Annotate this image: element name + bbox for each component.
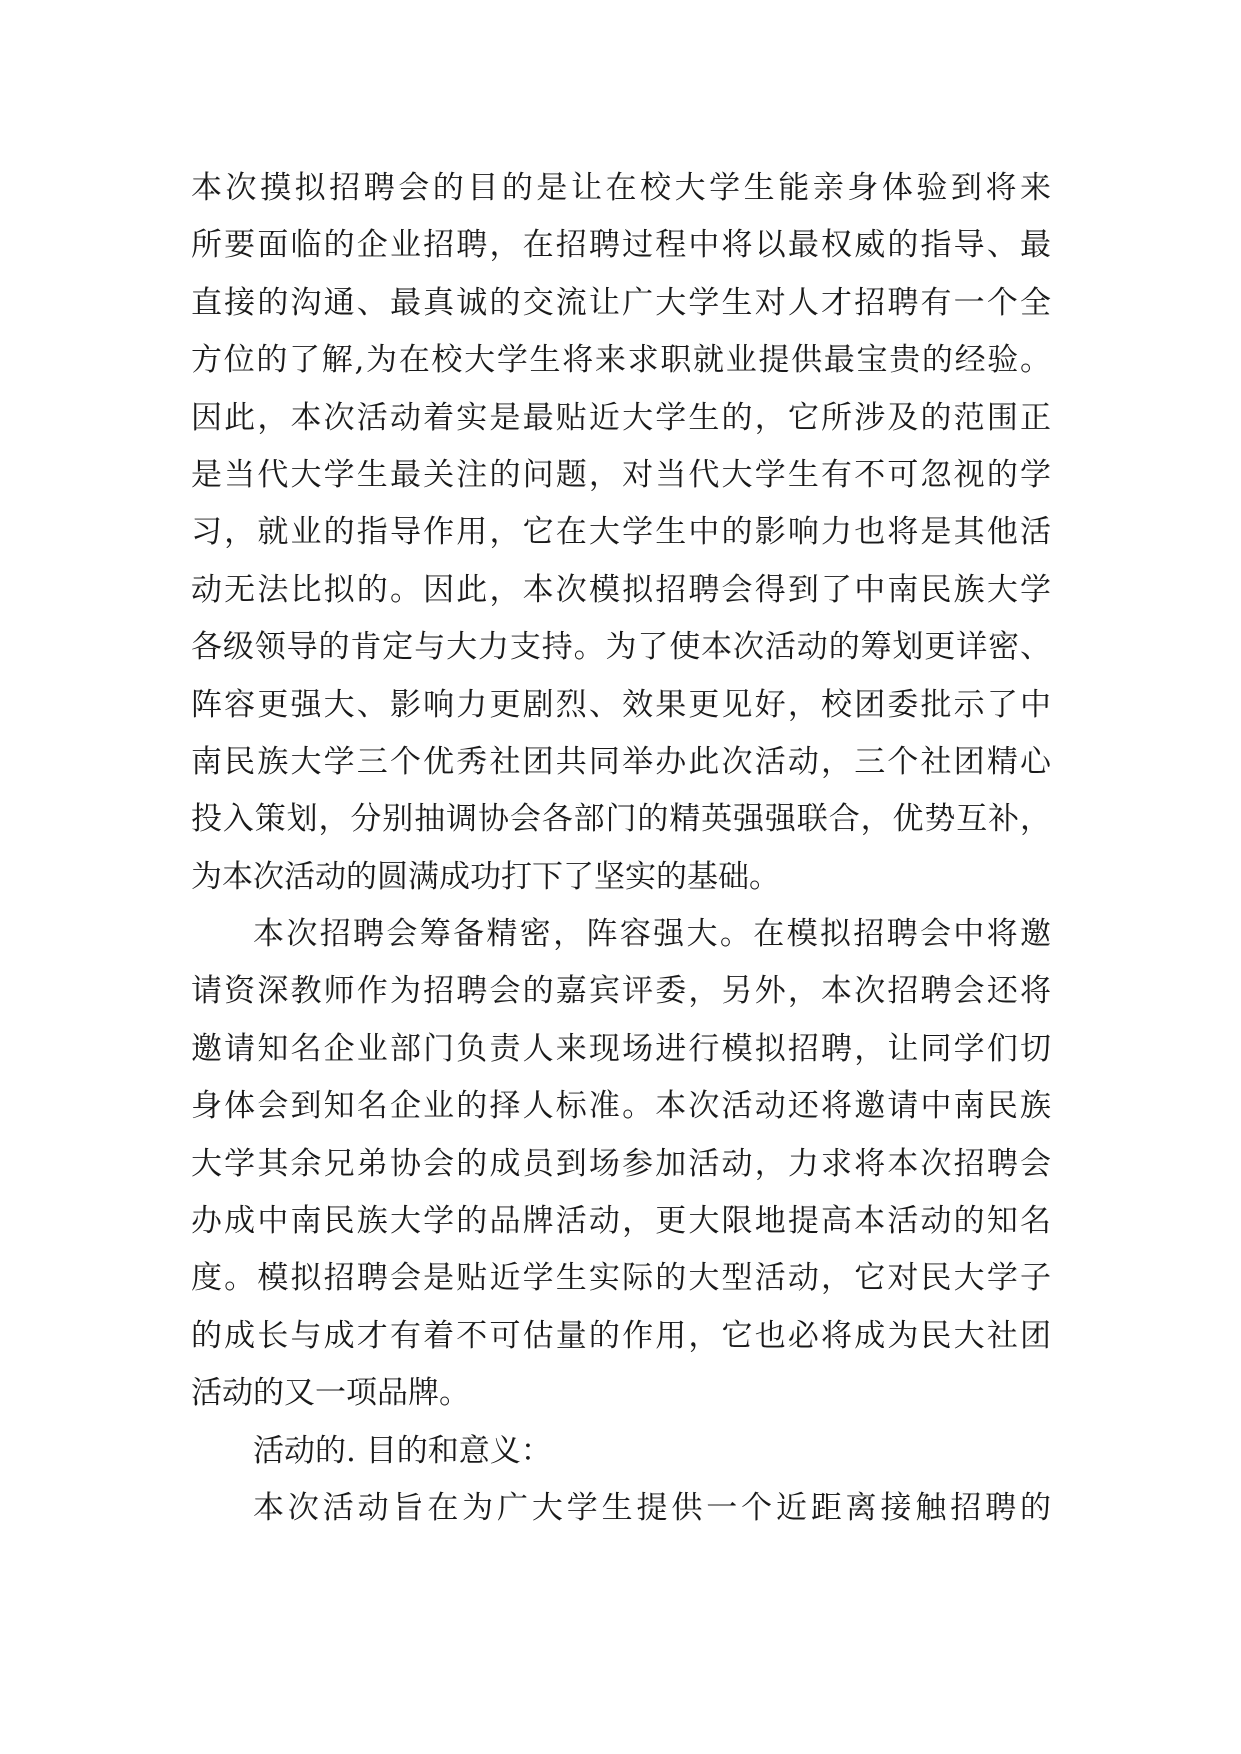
text-line: 本次活动旨在为广大学生提供一个近距离接触招聘的 — [253, 1489, 1051, 1526]
text-line: 是当代大学生最关注的问题，对当代大学生有不可忽视的学 — [191, 456, 1051, 493]
text-line: 本次摸拟招聘会的目的是让在校大学生能亲身体验到将来 — [191, 170, 1051, 206]
text-line: 所要面临的企业招聘，在招聘过程中将以最权威的指导、最 — [191, 227, 1051, 264]
text-line: 动无法比拟的。因此，本次模拟招聘会得到了中南民族大学 — [191, 571, 1051, 608]
text-line: 的成长与成才有着不可估量的作用，它也必将成为民大社团 — [191, 1317, 1051, 1354]
section-heading-purpose-meaning — [191, 1423, 1051, 1480]
section-heading: 活动的. 目的和意义： — [253, 1432, 552, 1469]
text-line: 直接的沟通、最真诚的交流让广大学生对人才招聘有一个全 — [191, 284, 1051, 321]
paragraph-aim — [191, 1480, 1051, 1537]
text-line: 活动的又一项品牌。 — [191, 1375, 470, 1412]
text-line: 投入策划，分别抽调协会各部门的精英强强联合，优势互补， — [191, 801, 1051, 838]
text-line: 请资深教师作为招聘会的嘉宾评委，另外，本次招聘会还将 — [191, 973, 1051, 1010]
text-line: 度。模拟招聘会是贴近学生实际的大型活动，它对民大学子 — [191, 1260, 1051, 1297]
text-line: 为本次活动的圆满成功打下了坚实的基础。 — [191, 858, 780, 895]
text-line: 办成中南民族大学的品牌活动，更大限地提高本活动的知名 — [191, 1203, 1051, 1240]
paragraph-preparation — [191, 906, 1051, 1423]
text-line: 大学其余兄弟协会的成员到场参加活动，力求将本次招聘会 — [191, 1145, 1051, 1182]
text-line: 因此，本次活动着实是最贴近大学生的，它所涉及的范围正 — [191, 399, 1051, 436]
text-line: 本次招聘会筹备精密，阵容强大。在模拟招聘会中将邀 — [253, 916, 1051, 953]
text-line: 身体会到知名企业的择人标准。本次活动还将邀请中南民族 — [191, 1088, 1051, 1125]
text-line: 各级领导的肯定与大力支持。为了使本次活动的筹划更详密、 — [191, 629, 1051, 666]
text-line: 阵容更强大、影响力更剧烈、效果更见好，校团委批示了中 — [191, 686, 1051, 723]
text-line: 习，就业的指导作用，它在大学生中的影响力也将是其他活 — [191, 514, 1051, 551]
text-line: 方位的了解,为在校大学生将来求职就业提供最宝贵的经验。 — [191, 342, 1051, 379]
paragraph-purpose — [191, 160, 1051, 906]
text-line: 南民族大学三个优秀社团共同举办此次活动，三个社团精心 — [191, 743, 1051, 780]
document-body — [191, 160, 1051, 1537]
text-line: 邀请知名企业部门负责人来现场进行模拟招聘，让同学们切 — [191, 1030, 1051, 1067]
